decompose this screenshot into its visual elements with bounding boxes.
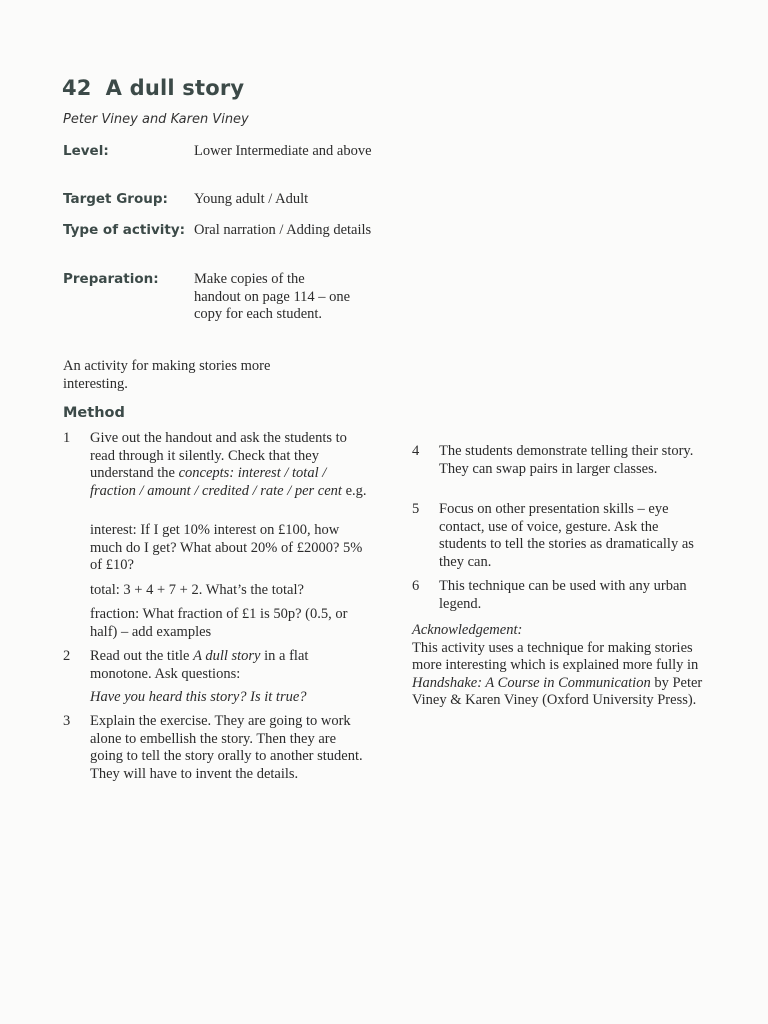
acknowledgement-book-title: Handshake: A Course in Communication: [412, 674, 651, 691]
meta-value: Lower Intermediate and above: [194, 143, 372, 159]
method-item-2-question: Have you heard this story? Is it true?: [90, 689, 307, 705]
item-text: This technique can be used with any urban legend.: [439, 578, 687, 612]
item-text: [90, 648, 368, 683]
acknowledgement-text: [412, 640, 712, 710]
intro-text: An activity for making stories more interesting.: [63, 358, 271, 392]
acknowledgement-text-before: This activity uses a technique for making stories more interesting which is explained more fully in: [412, 639, 699, 673]
authors: Peter Viney and Karen Viney: [63, 112, 249, 127]
meta-key: Level:: [63, 143, 109, 159]
item-number: 5: [412, 501, 420, 517]
method-item-1-example-interest: interest: If I get 10% interest on £100, how much do I get? What about 20% of £2000? 5% of £10?: [90, 522, 363, 573]
item-text: The students demonstrate telling their story. They can swap pairs in larger classes.: [439, 443, 694, 477]
item-number: 4: [412, 443, 420, 459]
item-number: 1: [63, 430, 71, 446]
item-text-italic: concepts: interest / total / fraction / amount / credited / rate / per cent: [90, 465, 342, 499]
acknowledgement-heading: Acknowledgement:: [412, 622, 523, 638]
acknowledgement-text-after: by Peter Viney & Karen Viney (Oxford University Press).: [412, 674, 703, 708]
meta-key: Preparation:: [63, 271, 159, 287]
item-text: [90, 430, 368, 500]
method-item-1-example-total: total: 3 + 4 + 7 + 2. What’s the total?: [90, 582, 304, 598]
item-number: 3: [63, 713, 71, 729]
method-item-1-example-fraction: fraction: What fraction of £1 is 50p? (0.5, or half) – add examples: [90, 606, 348, 640]
meta-key: Type of activity:: [63, 222, 186, 238]
item-text-italic: A dull story: [193, 648, 261, 664]
page-title: [62, 76, 244, 100]
method-heading: Method: [63, 405, 125, 421]
meta-value: Make copies of the handout on page 114 – one copy for each student.: [194, 271, 351, 322]
item-text: Explain the exercise. They are going to work alone to embellish the story. Then they are going to tell the story orally to another student. They will have to invent the details.: [90, 713, 363, 782]
item-number: 6: [412, 578, 420, 594]
item-number: 2: [63, 648, 71, 664]
item-text-tail: in a flat monotone. Ask questions:: [90, 648, 309, 682]
acknowledgement: [412, 622, 712, 710]
item-text: Focus on other presentation skills – eye contact, use of voice, gesture. Ask the students to tell the stories as dramatically as they can.: [439, 501, 694, 570]
activity-title: A dull story: [105, 76, 245, 100]
meta-value: Young adult / Adult: [194, 191, 309, 207]
item-text-tail: e.g.: [341, 482, 367, 499]
meta-key: Target Group:: [63, 191, 168, 207]
activity-number: 42: [62, 76, 92, 100]
item-text-main: Read out the title: [90, 648, 194, 664]
item-text-main: Give out the handout and ask the students to read through it silently. Check that they understand the: [90, 430, 347, 481]
meta-value: Oral narration / Adding details: [194, 222, 372, 238]
